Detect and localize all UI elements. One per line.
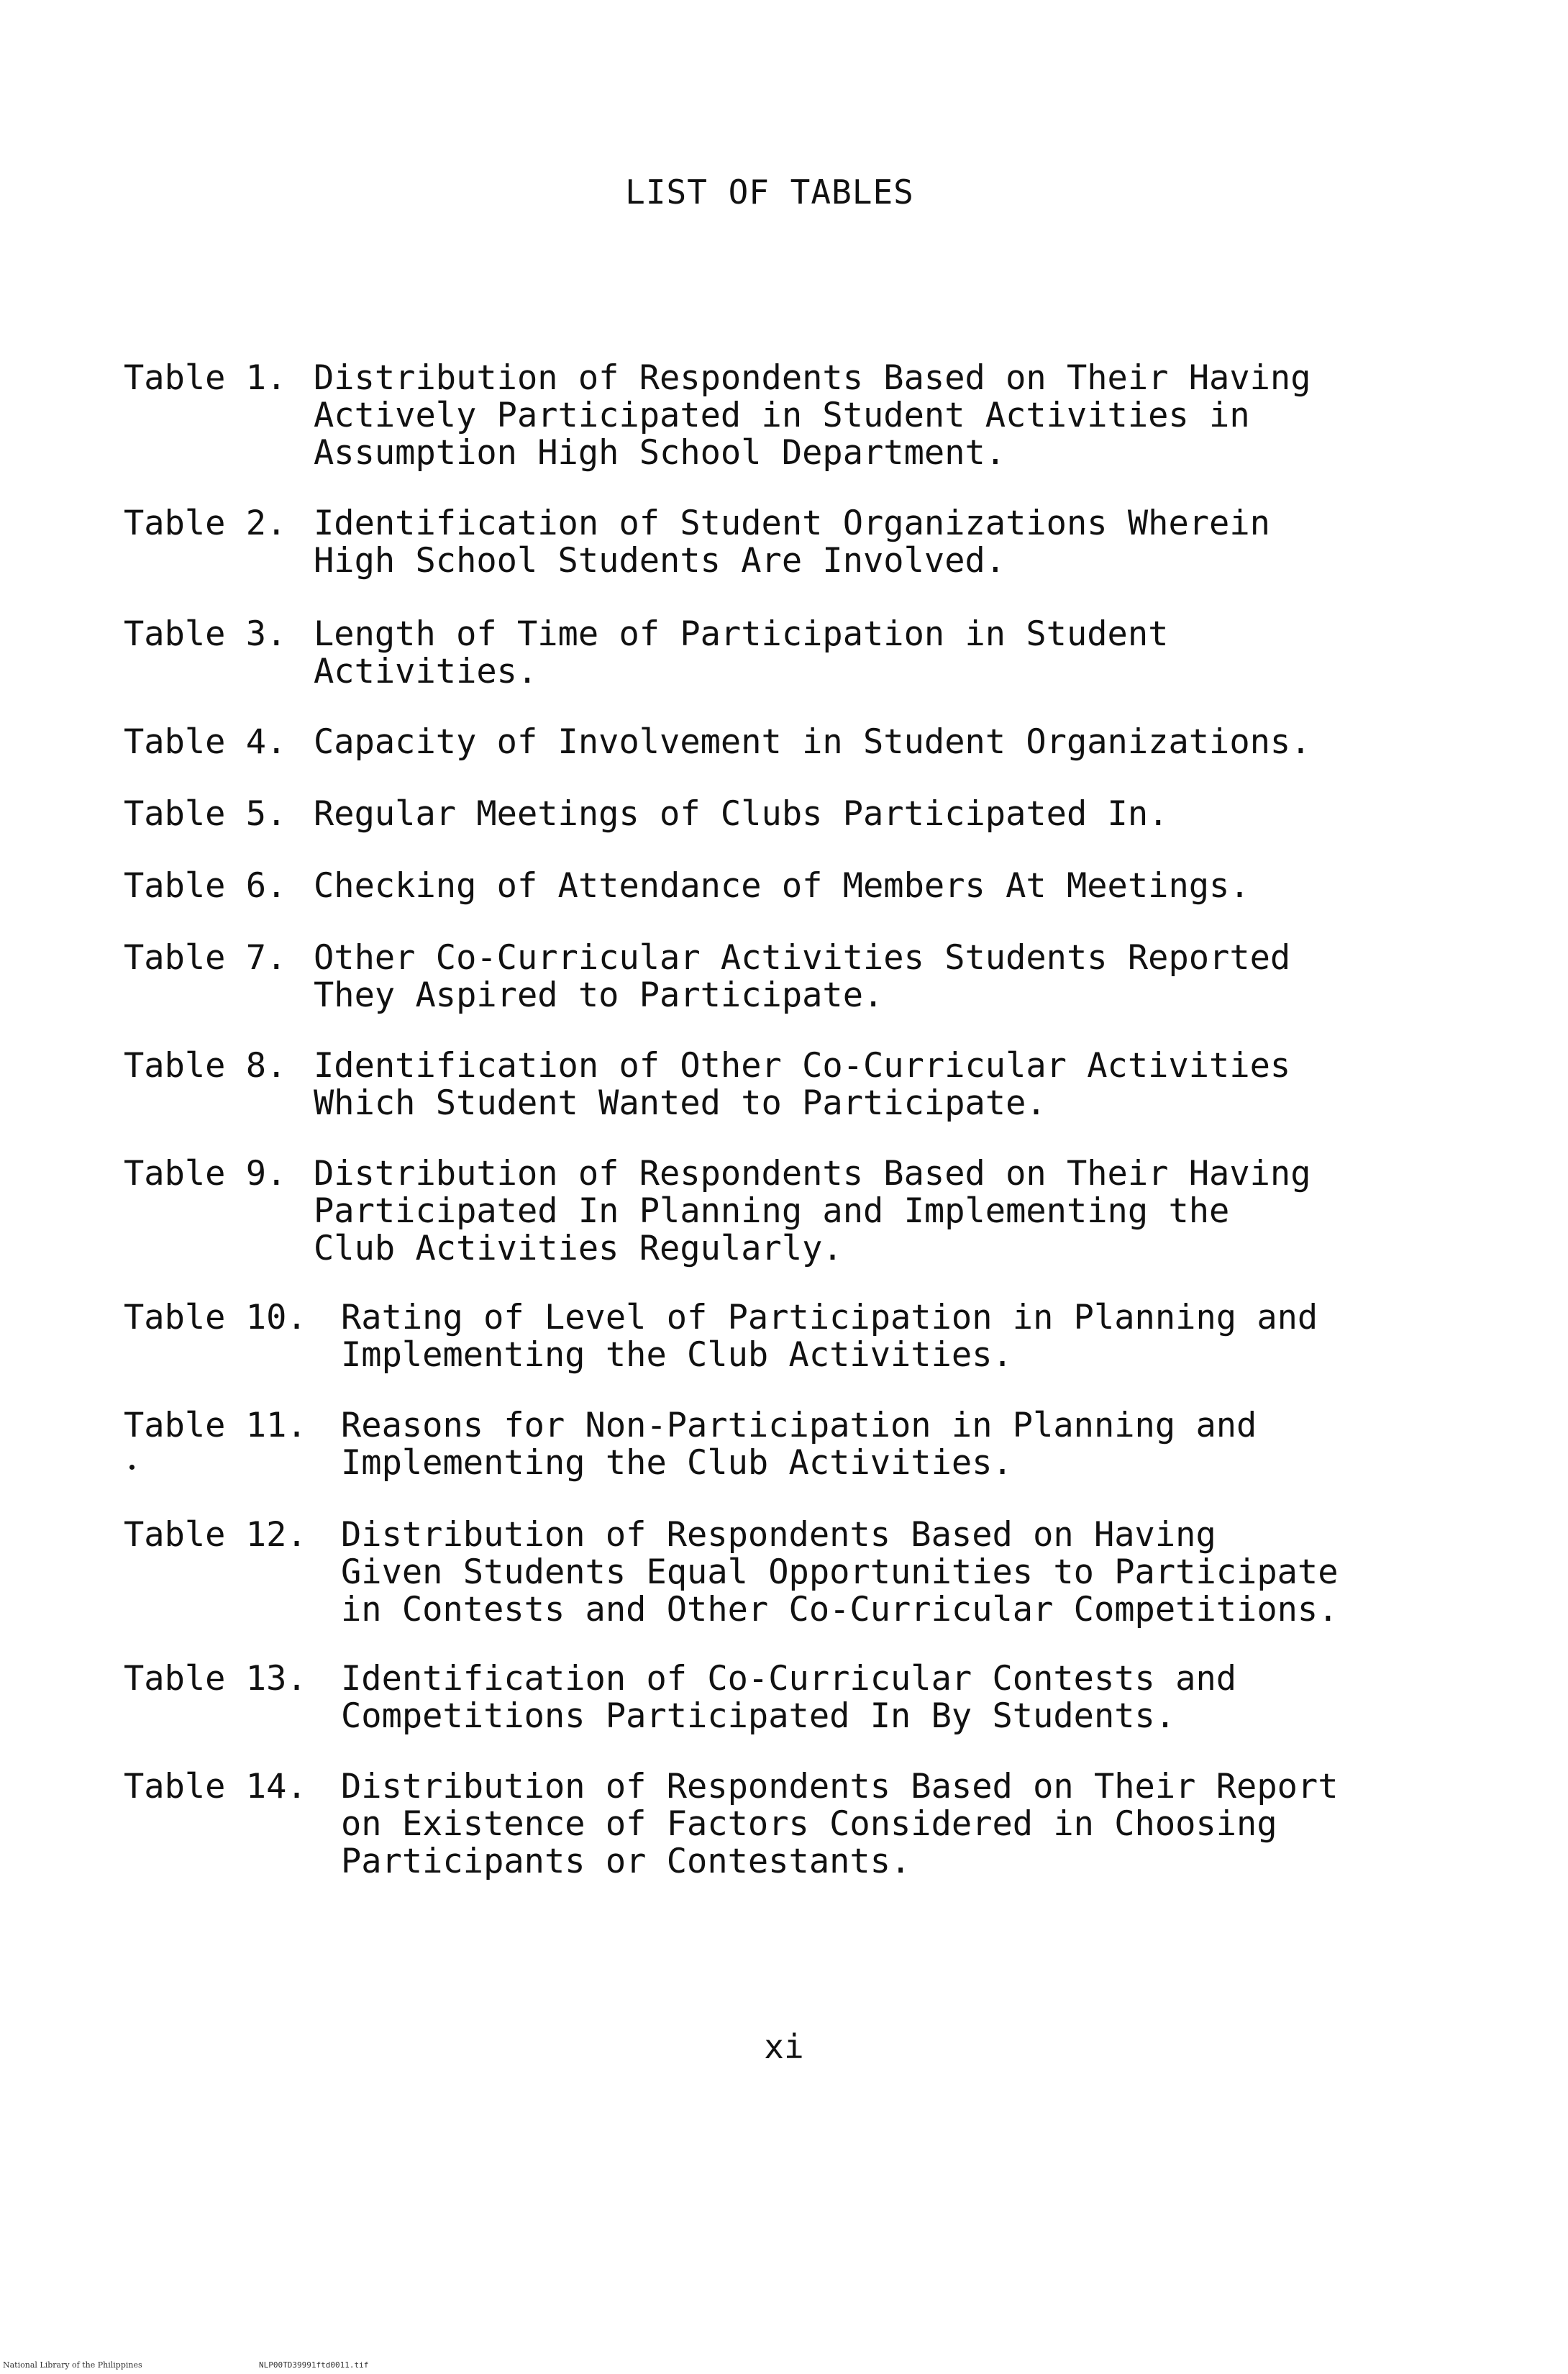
entry-title [314,360,1476,472]
entry-label: Table 6. [124,866,287,906]
entry-title [314,796,1476,833]
entry-line: Capacity of Involvement in Student Organizations. [314,722,1311,762]
entry-line: Implementing the Club Activities. [341,1335,1013,1375]
entry-line: Implementing the Club Activities. [341,1443,1013,1483]
entry-line: Club Activities Regularly. [314,1229,843,1268]
table-entry-4[interactable] [124,724,1476,761]
entry-line: Length of Time of Participation in Student [314,614,1169,654]
entry-line: Identification of Other Co-Curricular Activities [314,1046,1291,1086]
entry-line: Distribution of Respondents Based on Their Report [341,1767,1339,1806]
entry-line: They Aspired to Participate. [314,975,884,1015]
entry-title [341,1768,1476,1880]
entry-line: Identification of Co-Curricular Contests and [341,1659,1237,1698]
entry-line: Given Students Equal Opportunities to Participate [341,1552,1339,1592]
entry-title [314,616,1476,691]
footer-file-code: NLP00TD39991ftd0011.tif [259,2360,369,2370]
table-entry-10[interactable] [124,1299,1476,1374]
table-entry-5[interactable] [124,796,1476,833]
entry-label: Table 12. [124,1515,307,1555]
page-number: xi [764,2027,804,2066]
entry-line: Distribution of Respondents Based on Their Having [314,1154,1311,1193]
table-entry-6[interactable] [124,868,1476,905]
entry-label: Table 11. [124,1406,307,1445]
entry-label: Table 9. [124,1154,287,1193]
entry-title [314,1155,1476,1268]
entry-title [314,868,1476,905]
table-entry-8[interactable] [124,1047,1476,1122]
entry-title [314,724,1476,761]
entry-line: Distribution of Respondents Based on Having [341,1515,1216,1555]
page-title: LIST OF TABLES [625,173,914,212]
entry-line: High School Students Are Involved. [314,541,1006,581]
entry-line: in Contests and Other Co-Curricular Competitions. [341,1590,1339,1629]
table-entry-11[interactable] [124,1407,1476,1482]
entry-line: Reasons for Non-Participation in Planning and [341,1406,1257,1445]
entry-line: Activities. [314,652,538,691]
entry-label: Table 1. [124,358,287,398]
table-entry-12[interactable] [124,1516,1476,1629]
entry-title [314,1047,1476,1122]
entry-label: Table 13. [124,1659,307,1698]
table-entry-9[interactable] [124,1155,1476,1268]
entry-label: Table 4. [124,722,287,762]
entry-title [314,940,1476,1014]
entry-line: Regular Meetings of Clubs Participated In. [314,794,1169,834]
entry-line: Distribution of Respondents Based on Their Having [314,358,1311,398]
table-entry-1[interactable] [124,360,1476,472]
table-entry-7[interactable] [124,940,1476,1014]
entry-line: Actively Participated in Student Activities in [314,396,1250,435]
entry-line: Which Student Wanted to Participate. [314,1083,1047,1123]
entry-line: Identification of Student Organizations Wherein [314,504,1270,543]
entry-label: Table 2. [124,504,287,543]
entry-line: Participants or Contestants. [341,1842,911,1881]
entry-title [341,1407,1476,1482]
entry-line: Rating of Level of Participation in Planning and [341,1298,1318,1337]
footer-library-credit: National Library of the Philippines [3,2360,142,2370]
entry-title [341,1516,1476,1629]
entry-line: Other Co-Curricular Activities Students Reported [314,938,1291,978]
table-entry-13[interactable] [124,1660,1476,1735]
entry-line: Assumption High School Department. [314,433,1006,473]
entry-title [314,505,1476,580]
entry-title [341,1299,1476,1374]
stray-mark [129,1465,135,1470]
entry-label: Table 5. [124,794,287,834]
entry-label: Table 10. [124,1298,307,1337]
entry-label: Table 8. [124,1046,287,1086]
entry-line: Checking of Attendance of Members At Meetings. [314,866,1250,906]
entry-title [341,1660,1476,1735]
table-entry-2[interactable] [124,505,1476,580]
table-entry-14[interactable] [124,1768,1476,1880]
entry-label: Table 7. [124,938,287,978]
entry-label: Table 14. [124,1767,307,1806]
entry-line: on Existence of Factors Considered in Choosing [341,1804,1277,1844]
entry-line: Participated In Planning and Implementing the [314,1191,1230,1231]
entry-line: Competitions Participated In By Students. [341,1696,1176,1736]
entry-label: Table 3. [124,614,287,654]
table-entry-3[interactable] [124,616,1476,691]
